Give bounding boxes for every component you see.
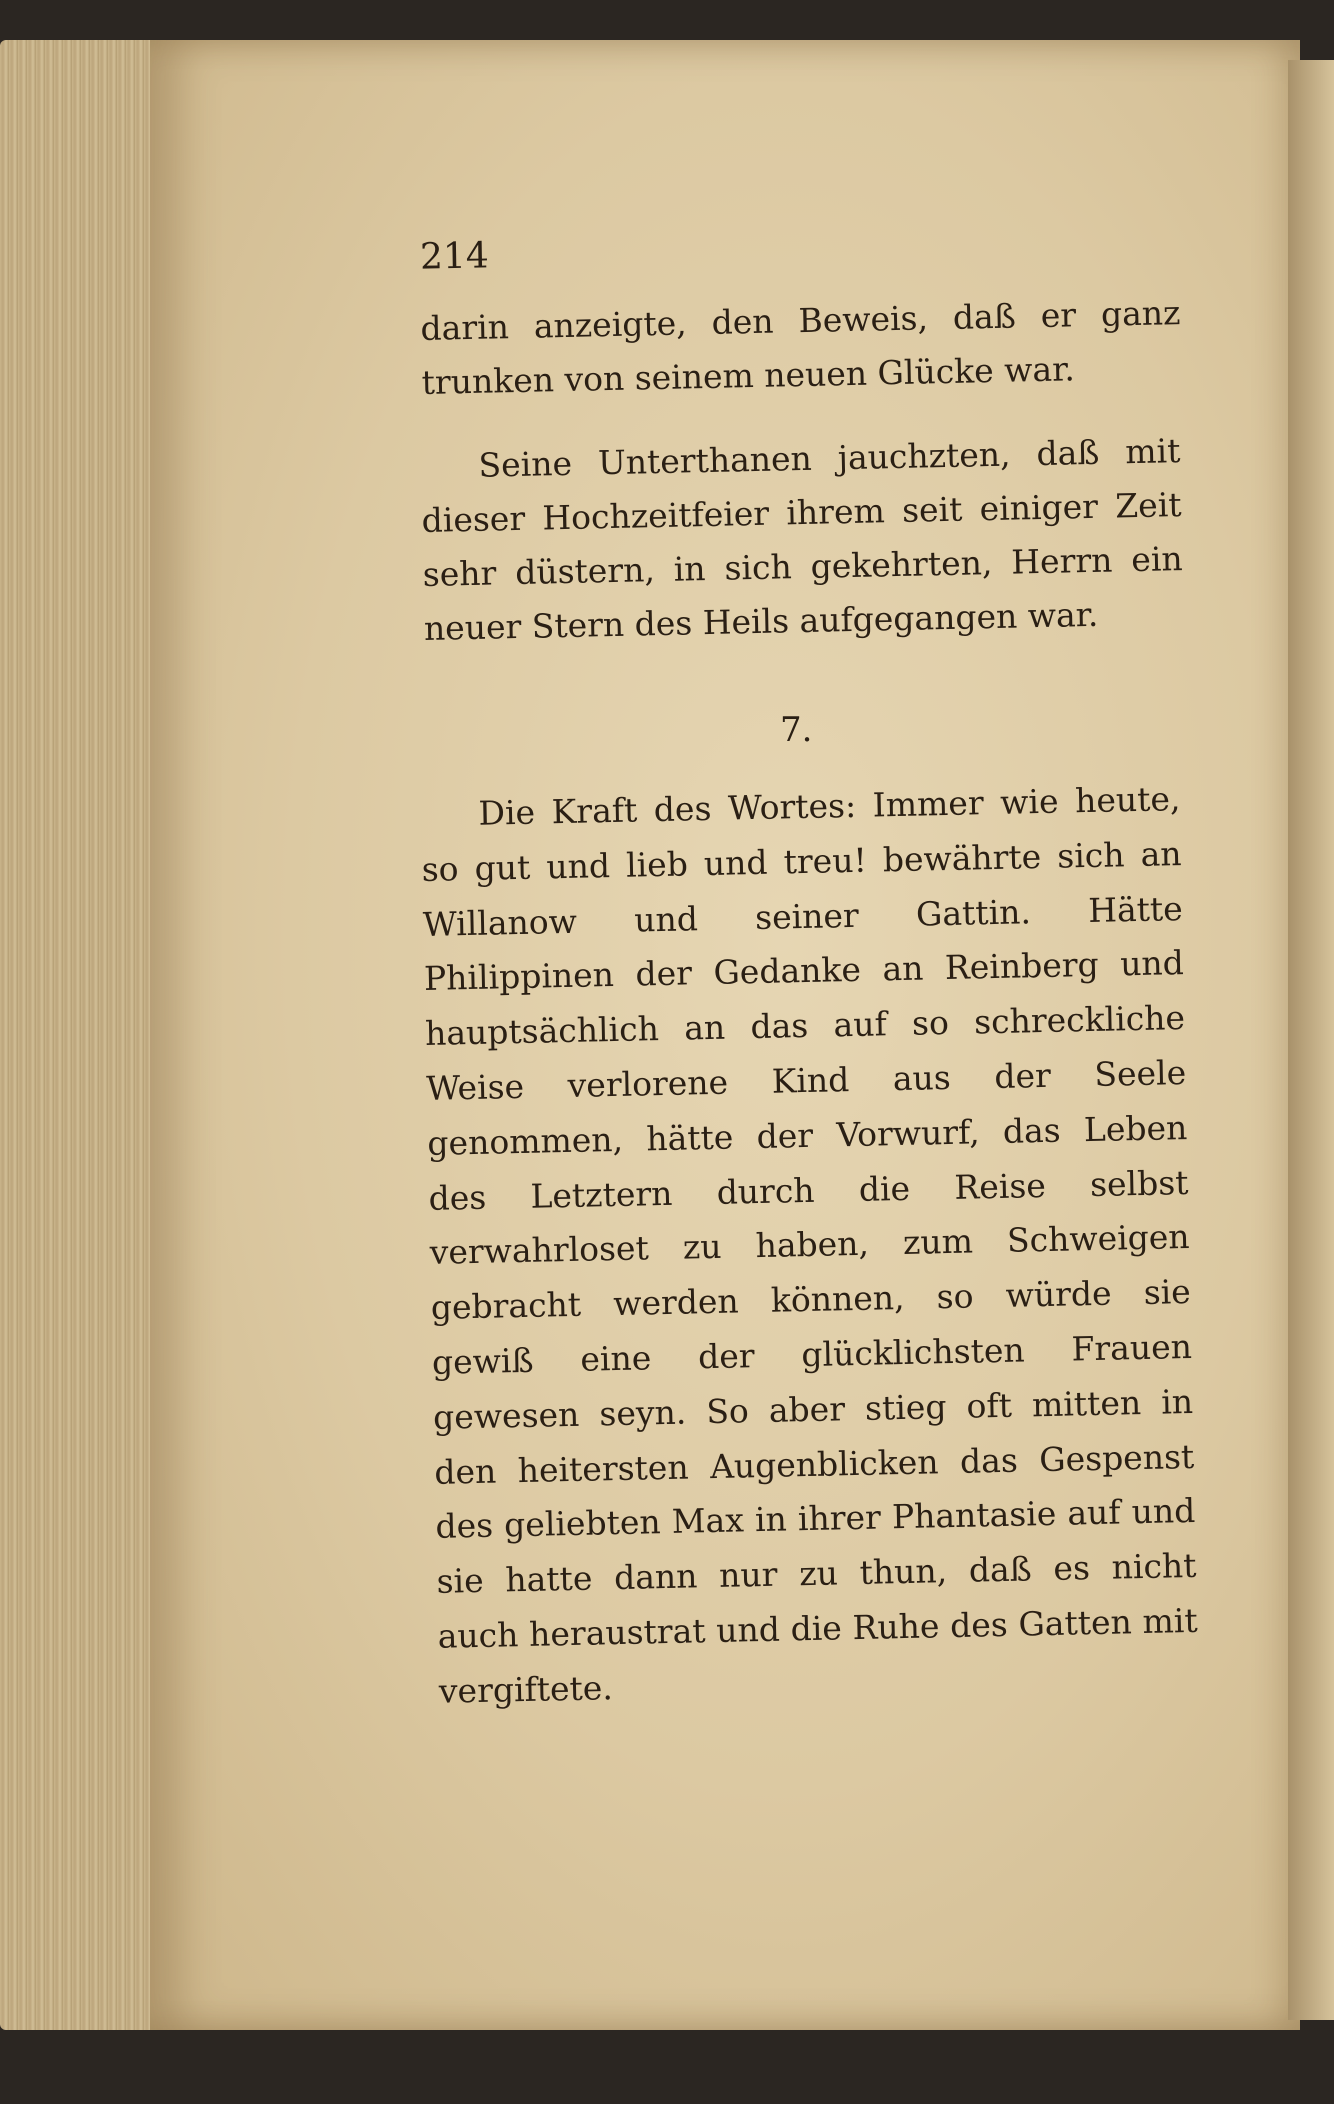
next-page-edge xyxy=(1288,60,1334,2020)
paragraph-3: Die Kraft des Wortes: Immer wie heute, so gut und lieb und treu! bewährte sich an Willanow und seiner Gattin. Hätte Philippinen der Gedanke an Reinberg und hauptsächlich an das auf so schreckliche Weise verlorene Kind aus der Seele genommen, hätte der Vorwurf, das Leben des Letztern durch die Reise selbst verwahrloset zu haben, zum Schweigen gebracht werden können, so würde sie gewiß eine der glücklichsten Frauen gewesen seyn. So aber stieg oft mitten in den heitersten Augenblicken das Gespenst des geliebten Max in ihrer Phantasie auf und sie hatte dann nur zu thun, daß es nicht auch heraustrat und die Ruhe des Gatten mit vergiftete. xyxy=(421,779,1199,1711)
paragraph-1: darin anzeigte, den Beweis, daß er ganz trunken von seinem neuen Glücke war. xyxy=(420,293,1181,402)
page-number: 214 xyxy=(419,235,490,278)
section-number: 7. xyxy=(780,710,813,750)
left-page-edges xyxy=(0,40,170,2030)
paragraph-2: Seine Unterthanen jauchzten, daß mit dieser Hochzeitfeier ihrem seit einiger Zeit sehr düstern, in sich gekehrten, Herrn ein neuer Stern des Heils aufgegangen war. xyxy=(421,431,1184,648)
